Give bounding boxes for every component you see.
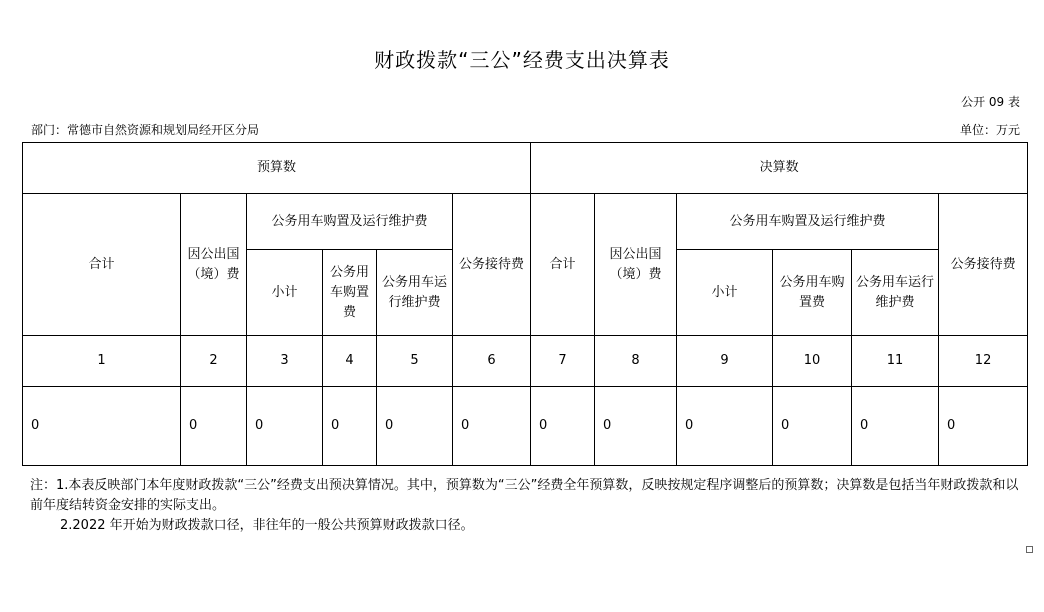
value-cell: 0 (773, 387, 852, 466)
department-label: 部门：常德市自然资源和规划局经开区分局 (31, 123, 260, 137)
value-cell: 0 (323, 387, 377, 466)
final-header: 决算数 (531, 143, 1028, 194)
column-number-cell: 5 (377, 336, 453, 387)
column-number-cell: 1 (23, 336, 181, 387)
final-vehicle-header: 公务用车购置及运行维护费 (677, 194, 939, 250)
final-abroad-header: 因公出国（境）费 (595, 194, 677, 336)
final-operate-header: 公务用车运行维护费 (852, 250, 939, 336)
column-number-cell: 11 (852, 336, 939, 387)
resize-marker (1026, 546, 1033, 553)
value-cell: 0 (531, 387, 595, 466)
three-public-expense-table (22, 142, 1028, 466)
column-number-cell: 9 (677, 336, 773, 387)
column-number-cell: 7 (531, 336, 595, 387)
column-number-cell: 3 (247, 336, 323, 387)
column-number-cell: 6 (453, 336, 531, 387)
note-2: 2.2022 年开始为财政拨款口径，非往年的一般公共预算财政拨款口径。 (60, 518, 474, 533)
value-cell: 0 (181, 387, 247, 466)
value-cell: 0 (852, 387, 939, 466)
final-total-header: 合计 (531, 194, 595, 336)
column-number-cell: 2 (181, 336, 247, 387)
column-number-cell: 8 (595, 336, 677, 387)
column-number-cell: 4 (323, 336, 377, 387)
unit-label: 单位：万元 (959, 123, 1020, 137)
page-title: 财政拨款“三公”经费支出决算表 (374, 48, 670, 72)
final-purchase-header: 公务用车购置费 (773, 250, 852, 336)
value-cell: 0 (939, 387, 1028, 466)
budget-abroad-header: 因公出国（境）费 (181, 194, 247, 336)
value-row (23, 387, 1028, 466)
budget-purchase-header: 公务用车购置费 (323, 250, 377, 336)
value-cell: 0 (247, 387, 323, 466)
budget-subtotal-header: 小计 (247, 250, 323, 336)
budget-total-header: 合计 (23, 194, 181, 336)
note-1: 注：1.本表反映部门本年度财政拨款“三公”经费支出预决算情况。其中，预算数为“三公”经费全年预算数，反映按规定程序调整后的预算数；决算数是包括当年财政拨款和以前年度结转资金安排的实际支出。 (30, 478, 1019, 513)
final-reception-header: 公务接待费 (939, 194, 1028, 336)
value-cell: 0 (453, 387, 531, 466)
budget-operate-header: 公务用车运行维护费 (377, 250, 453, 336)
final-subtotal-header: 小计 (677, 250, 773, 336)
column-number-cell: 12 (939, 336, 1028, 387)
notes (30, 476, 1024, 536)
budget-vehicle-header: 公务用车购置及运行维护费 (247, 194, 453, 250)
form-number: 公开 09 表 (961, 95, 1020, 109)
value-cell: 0 (595, 387, 677, 466)
budget-header: 预算数 (23, 143, 531, 194)
value-cell: 0 (677, 387, 773, 466)
column-number-row (23, 336, 1028, 387)
column-number-cell: 10 (773, 336, 852, 387)
value-cell: 0 (377, 387, 453, 466)
value-cell: 0 (23, 387, 181, 466)
budget-reception-header: 公务接待费 (453, 194, 531, 336)
